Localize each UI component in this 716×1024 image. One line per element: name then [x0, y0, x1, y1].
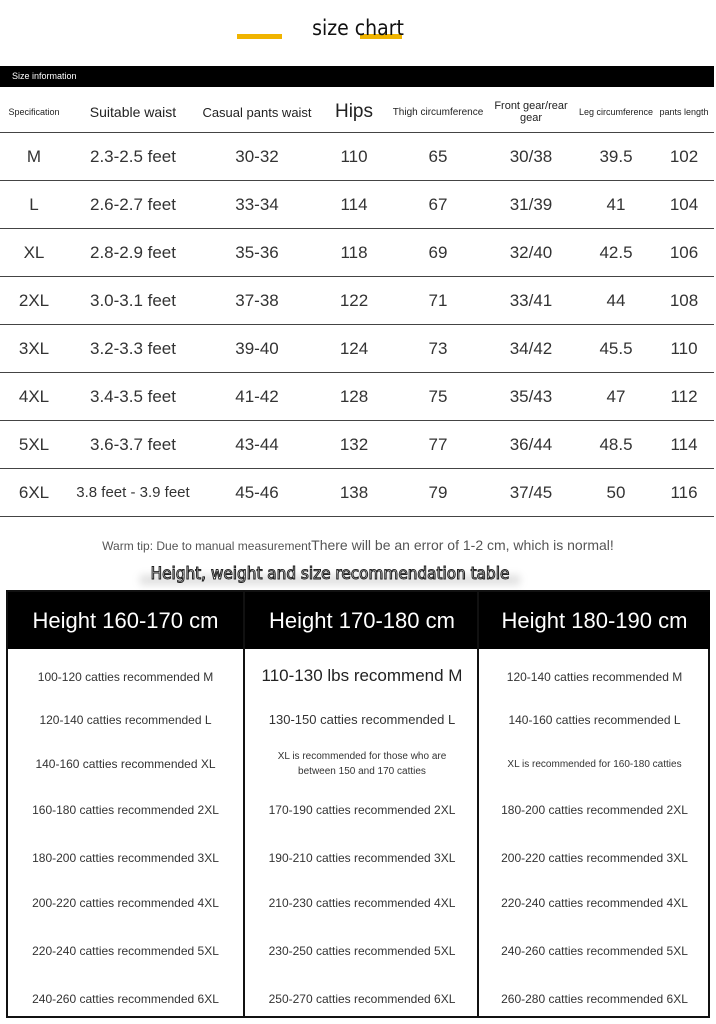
- hips-cell: 124: [316, 325, 392, 373]
- size-cell: 6XL: [0, 469, 68, 517]
- casual-waist-cell: 43-44: [198, 421, 316, 469]
- leg-cell: 41: [578, 181, 654, 229]
- size-cell: M: [0, 133, 68, 181]
- leg-cell: 44: [578, 277, 654, 325]
- list-item: 260-280 catties recommended 6XL: [501, 992, 688, 1006]
- size-table: [0, 92, 714, 517]
- list-item: 140-160 catties recommended L: [508, 713, 681, 727]
- length-cell: 104: [654, 181, 714, 229]
- gear-cell: 37/45: [484, 469, 578, 517]
- column-header: Height 160-170 cm: [8, 592, 243, 649]
- gear-cell: 35/43: [484, 373, 578, 421]
- casual-waist-cell: 33-34: [198, 181, 316, 229]
- suitable-waist-cell: 2.6-2.7 feet: [68, 181, 198, 229]
- suitable-waist-cell: 3.2-3.3 feet: [68, 325, 198, 373]
- suitable-waist-cell: 3.0-3.1 feet: [68, 277, 198, 325]
- list-item: XL is recommended for those who are between 150 and 170 catties: [277, 751, 447, 777]
- list-item: 180-200 catties recommended 3XL: [32, 851, 219, 865]
- recommendation-title: Height, weight and size recommendation table: [150, 564, 510, 584]
- thigh-cell: 71: [392, 277, 484, 325]
- warm-tip-part1: Warm tip: Due to manual measurement: [102, 539, 312, 553]
- list-item: 170-190 catties recommended 2XL: [268, 803, 456, 817]
- table-row: [0, 469, 714, 517]
- list-item: 160-180 catties recommended 2XL: [32, 803, 219, 817]
- length-cell: 106: [654, 229, 714, 277]
- size-cell: 4XL: [0, 373, 68, 421]
- recommendation-column-170-180: [243, 592, 479, 1016]
- leg-cell: 42.5: [578, 229, 654, 277]
- gear-cell: 33/41: [484, 277, 578, 325]
- suitable-waist-cell: 2.8-2.9 feet: [68, 229, 198, 277]
- size-cell: L: [0, 181, 68, 229]
- header-specification: Specification: [8, 107, 60, 117]
- suitable-waist-cell: 3.8 feet - 3.9 feet: [68, 469, 198, 517]
- list-item: 240-260 catties recommended 5XL: [501, 944, 688, 958]
- thigh-cell: 69: [392, 229, 484, 277]
- size-cell: 5XL: [0, 421, 68, 469]
- list-item: 100-120 catties recommended M: [37, 670, 214, 684]
- gear-cell: 36/44: [484, 421, 578, 469]
- hips-cell: 138: [316, 469, 392, 517]
- thigh-cell: 77: [392, 421, 484, 469]
- thigh-cell: 75: [392, 373, 484, 421]
- list-item: 190-210 catties recommended 3XL: [268, 851, 456, 865]
- leg-cell: 47: [578, 373, 654, 421]
- size-table-header-row: [0, 92, 714, 133]
- length-cell: 102: [654, 133, 714, 181]
- list-item: 220-240 catties recommended 5XL: [32, 944, 219, 958]
- header-front-rear-gear: Front gear/rear gear: [494, 100, 568, 124]
- gear-cell: 31/39: [484, 181, 578, 229]
- recommendation-table: [6, 590, 710, 1018]
- suitable-waist-cell: 3.6-3.7 feet: [68, 421, 198, 469]
- suitable-waist-cell: 3.4-3.5 feet: [68, 373, 198, 421]
- hips-cell: 110: [316, 133, 392, 181]
- list-item: 220-240 catties recommended 4XL: [501, 896, 688, 910]
- list-item: 110-130 lbs recommend M: [261, 666, 463, 685]
- table-row: [0, 229, 714, 277]
- list-item: 250-270 catties recommended 6XL: [268, 992, 456, 1006]
- length-cell: 112: [654, 373, 714, 421]
- list-item: 120-140 catties recommended M: [506, 670, 683, 684]
- table-row: [0, 181, 714, 229]
- list-item: 120-140 catties recommended L: [39, 713, 212, 727]
- suitable-waist-cell: 2.3-2.5 feet: [68, 133, 198, 181]
- size-information-bar: [0, 66, 714, 87]
- thigh-cell: 65: [392, 133, 484, 181]
- table-row: [0, 325, 714, 373]
- size-chart-title-block: [0, 12, 716, 52]
- leg-cell: 45.5: [578, 325, 654, 373]
- list-item: 130-150 catties recommended L: [268, 712, 456, 727]
- hips-cell: 128: [316, 373, 392, 421]
- hips-cell: 114: [316, 181, 392, 229]
- list-item: 230-250 catties recommended 5XL: [268, 944, 456, 958]
- hips-cell: 118: [316, 229, 392, 277]
- column-header: Height 170-180 cm: [245, 592, 479, 649]
- header-thigh-circumference: Thigh circumference: [392, 106, 484, 118]
- gear-cell: 30/38: [484, 133, 578, 181]
- list-item: 140-160 catties recommended XL: [35, 757, 216, 771]
- casual-waist-cell: 45-46: [198, 469, 316, 517]
- header-leg-circumference: Leg circumference: [578, 107, 654, 117]
- length-cell: 114: [654, 421, 714, 469]
- list-item: XL is recommended for 160-180 catties: [507, 759, 682, 770]
- casual-waist-cell: 39-40: [198, 325, 316, 373]
- thigh-cell: 79: [392, 469, 484, 517]
- page-title: size chart: [312, 16, 404, 40]
- warm-tip-part2: There will be an error of 1-2 cm, which is normal!: [311, 537, 614, 553]
- casual-waist-cell: 37-38: [198, 277, 316, 325]
- size-cell: 2XL: [0, 277, 68, 325]
- thigh-cell: 73: [392, 325, 484, 373]
- thigh-cell: 67: [392, 181, 484, 229]
- list-item: 200-220 catties recommended 4XL: [32, 896, 219, 910]
- hips-cell: 132: [316, 421, 392, 469]
- leg-cell: 48.5: [578, 421, 654, 469]
- header-suitable-waist: Suitable waist: [89, 104, 177, 120]
- column-header: Height 180-190 cm: [479, 592, 710, 649]
- casual-waist-cell: 35-36: [198, 229, 316, 277]
- table-row: [0, 421, 714, 469]
- list-item: 180-200 catties recommended 2XL: [501, 803, 688, 817]
- size-cell: XL: [0, 229, 68, 277]
- leg-cell: 39.5: [578, 133, 654, 181]
- list-item: 240-260 catties recommended 6XL: [32, 992, 219, 1006]
- header-casual-pants-waist: Casual pants waist: [202, 104, 312, 120]
- length-cell: 108: [654, 277, 714, 325]
- recommendation-column-160-170: [8, 592, 243, 1016]
- header-pants-length: pants length: [659, 107, 709, 117]
- header-hips: Hips: [334, 101, 373, 122]
- length-cell: 116: [654, 469, 714, 517]
- size-cell: 3XL: [0, 325, 68, 373]
- casual-waist-cell: 30-32: [198, 133, 316, 181]
- size-information-label: Size information: [12, 71, 77, 81]
- table-row: [0, 277, 714, 325]
- gear-cell: 34/42: [484, 325, 578, 373]
- warm-tip: [0, 537, 716, 553]
- list-item: 210-230 catties recommended 4XL: [268, 896, 456, 910]
- table-row: [0, 373, 714, 421]
- length-cell: 110: [654, 325, 714, 373]
- leg-cell: 50: [578, 469, 654, 517]
- casual-waist-cell: 41-42: [198, 373, 316, 421]
- recommendation-column-180-190: [477, 592, 710, 1016]
- hips-cell: 122: [316, 277, 392, 325]
- list-item: 200-220 catties recommended 3XL: [501, 851, 688, 865]
- table-row: [0, 133, 714, 181]
- gear-cell: 32/40: [484, 229, 578, 277]
